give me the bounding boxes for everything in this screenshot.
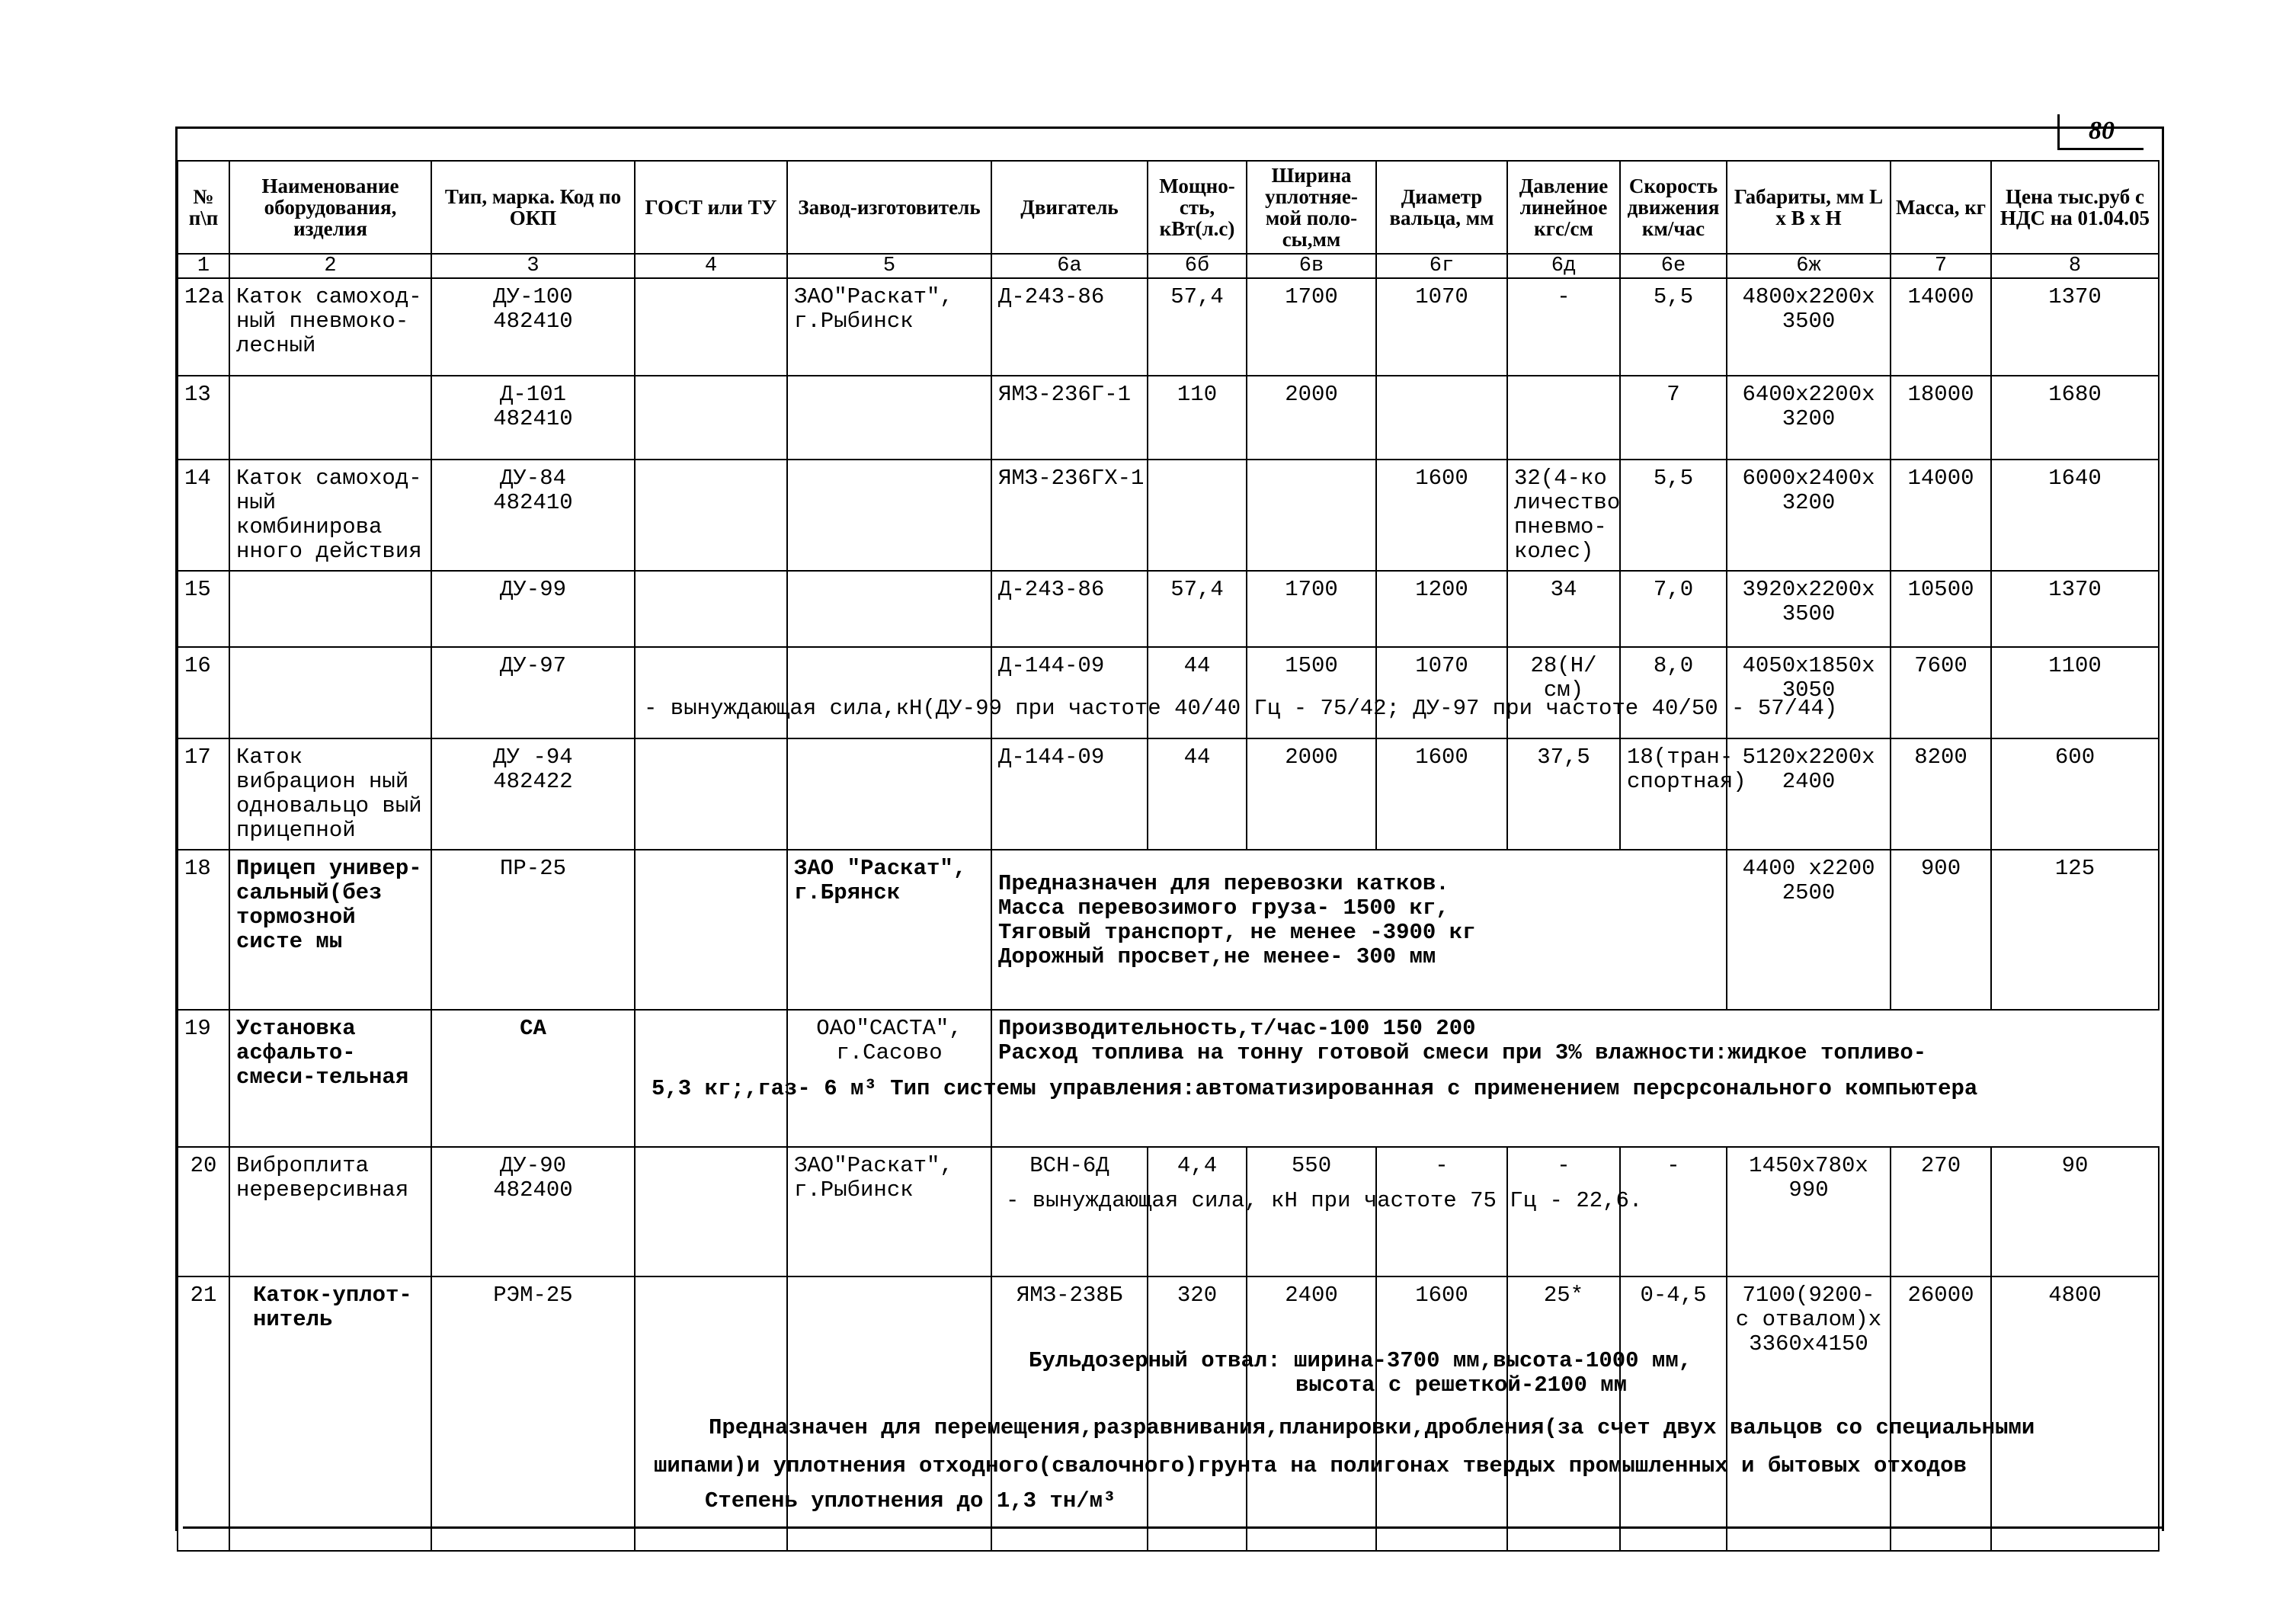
row-name: Установка асфальто-смеси-тельная <box>229 1010 431 1147</box>
row-type <box>431 1147 635 1276</box>
col-num: 4 <box>635 254 787 278</box>
table-row <box>178 1276 2159 1551</box>
row-gost <box>635 376 787 460</box>
row-name: Каток самоход-ный комбинирова нного действия <box>229 460 431 571</box>
row-speed: 5,5 <box>1620 278 1727 376</box>
row-diameter: 1200 <box>1376 571 1507 647</box>
row-width: 2000 <box>1247 738 1376 850</box>
row-dimensions: 4400 x2200 2500 <box>1727 850 1891 1010</box>
header-engine: Двигатель <box>991 161 1148 254</box>
row-power: 57,4 <box>1148 278 1247 376</box>
col-num: 5 <box>787 254 991 278</box>
row-speed: - <box>1620 1147 1727 1276</box>
row-engine: ЯМЗ-238Б <box>991 1276 1148 1551</box>
row-mass: 270 <box>1891 1147 1991 1276</box>
row-price: 600 <box>1991 738 2159 850</box>
row-width: 2400 <box>1247 1276 1376 1551</box>
description-line: Производительность,т/час-100 150 200 <box>998 1016 1476 1041</box>
header-name: Наименование оборудования, изделия <box>229 161 431 254</box>
row-mass: 900 <box>1891 850 1991 1010</box>
row-engine: Д-144-09 <box>991 647 1148 738</box>
header-number: № п\п <box>178 161 229 254</box>
col-num: 7 <box>1891 254 1991 278</box>
row-speed: 8,0 <box>1620 647 1727 738</box>
row-width: 1700 <box>1247 278 1376 376</box>
dozer-blade-note: Бульдозерный отвал: ширина-3700 мм,высота-1000 мм, <box>1029 1348 1692 1373</box>
row-price: 90 <box>1991 1147 2159 1276</box>
table-row <box>178 850 2159 1010</box>
row-engine: Д-144-09 <box>991 738 1148 850</box>
row-diameter: 1070 <box>1376 278 1507 376</box>
header-speed: Скорость движения км/час <box>1620 161 1727 254</box>
row-factory: ЗАО"Раскат", г.Рыбинск <box>787 1147 991 1276</box>
row-mass: 18000 <box>1891 376 1991 460</box>
row-gost <box>635 850 787 1010</box>
col-num: 6в <box>1247 254 1376 278</box>
row-number: 19 <box>178 1010 229 1147</box>
row-speed: 5,5 <box>1620 460 1727 571</box>
row-width <box>1247 460 1376 571</box>
row-number: 16 <box>178 647 229 738</box>
row-width: 1500 <box>1247 647 1376 738</box>
row-factory <box>787 376 991 460</box>
row-dimensions: 3920x2200x 3500 <box>1727 571 1891 647</box>
row-diameter: 1600 <box>1376 1276 1507 1551</box>
row-pressure <box>1507 376 1620 460</box>
column-number-row <box>178 254 2159 278</box>
row-gost <box>635 571 787 647</box>
description-line: Тяговый транспорт, не менее -3900 кг <box>998 920 1476 945</box>
row-factory: ЗАО "Раскат", г.Брянск <box>787 850 991 1010</box>
row-dimensions: 7100(9200- с отвалом)x 3360x4150 <box>1727 1276 1891 1551</box>
row-pressure: 25* <box>1507 1276 1620 1551</box>
row-width: 550 <box>1247 1147 1376 1276</box>
row-name: Каток вибрацион ный одновальцо вый прицепной <box>229 738 431 850</box>
row-pressure: 28(Н/см) <box>1507 647 1620 738</box>
type-code: ДУ-84 <box>499 466 566 491</box>
header-factory: Завод-изготовитель <box>787 161 991 254</box>
type-code: ДУ -94 <box>493 745 573 770</box>
row-width: 2000 <box>1247 376 1376 460</box>
description-line: Предназначен для перевозки катков. <box>998 871 1449 896</box>
row-power: 320 <box>1148 1276 1247 1551</box>
col-num: 6а <box>991 254 1148 278</box>
row-gost <box>635 278 787 376</box>
row-type: РЭМ-25 <box>431 1276 635 1551</box>
table-row <box>178 460 2159 571</box>
header-price: Цена тыс.руб с НДС на 01.04.05 <box>1991 161 2159 254</box>
row-mass: 10500 <box>1891 571 1991 647</box>
row-factory <box>787 460 991 571</box>
row-factory: ОАО"САСТА", г.Сасово <box>787 1010 991 1147</box>
row-gost <box>635 647 787 738</box>
row-engine: ЯМЗ-236ГХ-1 <box>991 460 1148 571</box>
row-gost <box>635 738 787 850</box>
row-price: 1100 <box>1991 647 2159 738</box>
row-dimensions: 6000x2400x 3200 <box>1727 460 1891 571</box>
row-gost <box>635 1147 787 1276</box>
row-gost <box>635 460 787 571</box>
row-speed: 7 <box>1620 376 1727 460</box>
row-price: 125 <box>1991 850 2159 1010</box>
row-diameter <box>1376 376 1507 460</box>
okp-code: 482400 <box>493 1177 573 1203</box>
header-diameter: Диаметр вальца, мм <box>1376 161 1507 254</box>
row-number: 20 <box>178 1147 229 1276</box>
row-description <box>991 850 1727 1010</box>
col-num: 6д <box>1507 254 1620 278</box>
row-type <box>431 376 635 460</box>
row-price: 1640 <box>1991 460 2159 571</box>
description-line: Масса перевозимого груза- 1500 кг, <box>998 895 1449 921</box>
row-number: 17 <box>178 738 229 850</box>
table-header-row <box>178 161 2159 254</box>
okp-code: 482410 <box>493 406 573 431</box>
row-engine: ЯМЗ-236Г-1 <box>991 376 1148 460</box>
row-name <box>229 376 431 460</box>
header-pressure: Давление линейное кгс/см <box>1507 161 1620 254</box>
header-power: Мощно-сть, кВт(л.с) <box>1148 161 1247 254</box>
row-pressure: 32(4-ко личество пневмо-колес) <box>1507 460 1620 571</box>
row-type: ДУ-99 <box>431 571 635 647</box>
table-row <box>178 738 2159 850</box>
row-type: СА <box>431 1010 635 1147</box>
header-mass: Масса, кг <box>1891 161 1991 254</box>
row-type <box>431 278 635 376</box>
header-type: Тип, марка. Код по ОКП <box>431 161 635 254</box>
row-factory <box>787 647 991 738</box>
row-diameter: 1070 <box>1376 647 1507 738</box>
row-name: Каток-уплот-нитель <box>229 1276 431 1551</box>
row-speed: 18(тран-спортная) <box>1620 738 1727 850</box>
header-dimensions: Габариты, мм L x B x H <box>1727 161 1891 254</box>
header-gost: ГОСТ или ТУ <box>635 161 787 254</box>
col-num: 3 <box>431 254 635 278</box>
purpose-note: шипами)и уплотнения отходного(свалочного)грунта на полигонах твердых промышленных и бытовых отходов <box>654 1453 1967 1478</box>
col-num: 2 <box>229 254 431 278</box>
okp-code: 482410 <box>493 490 573 515</box>
type-code: Д-101 <box>499 382 566 407</box>
table-row <box>178 376 2159 460</box>
dozer-blade-note: высота с решеткой-2100 мм <box>1295 1373 1628 1398</box>
row-power <box>1148 460 1247 571</box>
header-width: Ширина уплотняе-мой поло-сы,мм <box>1247 161 1376 254</box>
table-row <box>178 647 2159 738</box>
row-pressure: - <box>1507 1147 1620 1276</box>
row-price: 4800 <box>1991 1276 2159 1551</box>
row-power: 110 <box>1148 376 1247 460</box>
row-price: 1370 <box>1991 278 2159 376</box>
description-line: Дорожный просвет,не менее- 300 мм <box>998 944 1436 969</box>
row-dimensions: 1450x780x 990 <box>1727 1147 1891 1276</box>
row-diameter: - <box>1376 1147 1507 1276</box>
type-code: ДУ-90 <box>499 1153 566 1178</box>
row-dimensions: 5120x2200x 2400 <box>1727 738 1891 850</box>
table-row <box>178 278 2159 376</box>
row-name: Каток самоход-ный пневмоко-лесный <box>229 278 431 376</box>
col-num: 6е <box>1620 254 1727 278</box>
row-dimensions: 4800x2200x 3500 <box>1727 278 1891 376</box>
col-num: 6б <box>1148 254 1247 278</box>
row-engine: Д-243-86 <box>991 571 1148 647</box>
row-number: 21 <box>178 1276 229 1551</box>
row-power: 44 <box>1148 647 1247 738</box>
row-type: ДУ-97 <box>431 647 635 738</box>
row-mass: 14000 <box>1891 460 1991 571</box>
row-power: 57,4 <box>1148 571 1247 647</box>
row-speed: 7,0 <box>1620 571 1727 647</box>
row-factory <box>787 571 991 647</box>
col-num: 6ж <box>1727 254 1891 278</box>
row-number: 12а <box>178 278 229 376</box>
row-dimensions: 4050x1850x 3050 <box>1727 647 1891 738</box>
row-pressure: 34 <box>1507 571 1620 647</box>
okp-code: 482422 <box>493 769 573 794</box>
table-row <box>178 571 2159 647</box>
row-type: ПР-25 <box>431 850 635 1010</box>
row-mass: 26000 <box>1891 1276 1991 1551</box>
equipment-table <box>177 160 2160 1552</box>
row-type <box>431 460 635 571</box>
row-engine: Д-243-86 <box>991 278 1148 376</box>
row-pressure: 37,5 <box>1507 738 1620 850</box>
okp-code: 482410 <box>493 309 573 334</box>
row-engine: ВСН-6Д <box>991 1147 1148 1276</box>
row-number: 13 <box>178 376 229 460</box>
col-num: 1 <box>178 254 229 278</box>
row-speed: 0-4,5 <box>1620 1276 1727 1551</box>
row-dimensions: 6400x2200x 3200 <box>1727 376 1891 460</box>
row-width: 1700 <box>1247 571 1376 647</box>
col-num: 8 <box>1991 254 2159 278</box>
vibration-force-note: - вынуждающая сила,кН(ДУ-99 при частоте 40/40 Гц - 75/42; ДУ-97 при частоте 40/50 - 57/44) <box>644 696 1838 721</box>
row-diameter: 1600 <box>1376 738 1507 850</box>
type-code: ДУ-100 <box>493 284 573 309</box>
row-number: 18 <box>178 850 229 1010</box>
row-name <box>229 571 431 647</box>
row-price: 1680 <box>1991 376 2159 460</box>
row-factory: ЗАО"Раскат", г.Рыбинск <box>787 278 991 376</box>
row-mass: 14000 <box>1891 278 1991 376</box>
row-factory <box>787 738 991 850</box>
row-power: 44 <box>1148 738 1247 850</box>
row-number: 15 <box>178 571 229 647</box>
purpose-note: Предназначен для перемещения,разравнивания,планировки,дробления(за счет двух вальцов со специальными <box>709 1415 2035 1440</box>
row-mass: 8200 <box>1891 738 1991 850</box>
row-mass: 7600 <box>1891 647 1991 738</box>
vibration-force-note: - вынуждающая сила, кН при частоте 75 Гц - 22,6. <box>1006 1188 1643 1213</box>
control-system-note: 5,3 кг;,газ- 6 м³ Тип системы управления:автоматизированная с применением персрсонального компьютера <box>652 1076 1978 1101</box>
row-name: Прицеп универ-сальный(без тормозной систе мы <box>229 850 431 1010</box>
page-number: 80 <box>2057 114 2144 150</box>
row-name <box>229 647 431 738</box>
row-diameter: 1600 <box>1376 460 1507 571</box>
row-name: Виброплита нереверсивная <box>229 1147 431 1276</box>
row-price: 1370 <box>1991 571 2159 647</box>
row-number: 14 <box>178 460 229 571</box>
description-line: Расход топлива на тонну готовой смеси при 3% влажности:жидкое топливо- <box>998 1040 1927 1065</box>
row-pressure: - <box>1507 278 1620 376</box>
col-num: 6г <box>1376 254 1507 278</box>
bottom-rule <box>183 1526 2164 1529</box>
purpose-note: Степень уплотнения до 1,3 тн/м³ <box>705 1488 1116 1513</box>
row-type <box>431 738 635 850</box>
row-power: 4,4 <box>1148 1147 1247 1276</box>
